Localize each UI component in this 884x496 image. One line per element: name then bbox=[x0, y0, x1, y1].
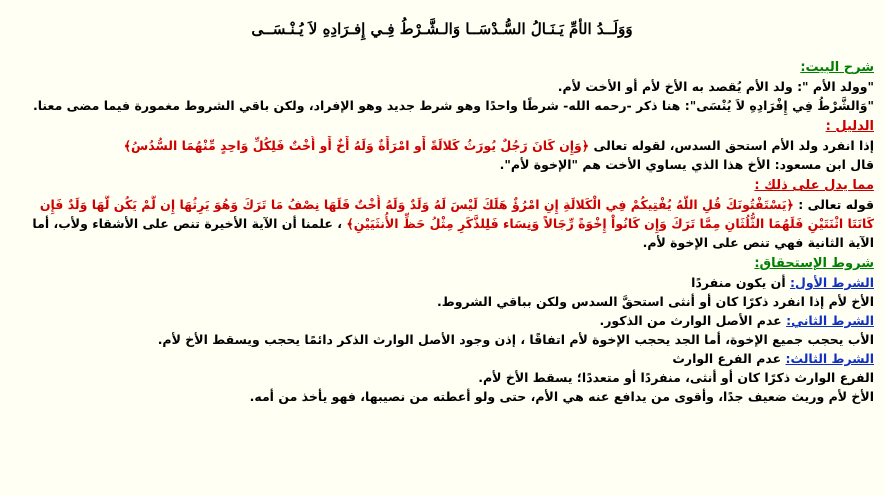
explanation-heading: شرح البيت: bbox=[800, 60, 874, 75]
condition-3-detail-2: الأخ لأم وريث ضعيف جدًا، وأقوى من يدافع عنه هي الأم، حتى ولو أعطته من نصيبها، فهو يأخذ من أمه. bbox=[249, 389, 874, 404]
condition-1-label: الشرط الأول: bbox=[789, 275, 874, 290]
indicates-tail: ، علمنا أن الآية الأخيرة تنص على الأشقاء ولأب، أما الآية الثانية فهي تنص على الإخوة لأم. bbox=[32, 216, 874, 250]
condition-3-detail-1: الفرع الوارث ذكرًا كان أو أنثى، منفردًا أو متعددًا؛ يسقط الأخ لأم. bbox=[478, 370, 874, 385]
indicates-heading: مما يدل على ذلك : bbox=[754, 178, 874, 193]
explanation-line-2: "وَالشَّرْطُ فِي إِفْرَادِهِ لاَ يُنْسَى": هنا ذكر -رحمه الله- شرطًا واحدًا وهو شرط جديد وهو الإفراد، ولكن باقي الشروط مغمورة فيما مضى معنا. bbox=[32, 98, 874, 113]
poem-verse: وَوَلَــدُ الأمِّ يَـنَـالُ السُّـدْسَــا وَالـشَّـرْطُ فِـي إِفـرَادِهِ لاَ يُـنْـسَــى bbox=[251, 20, 633, 38]
condition-1-detail: الأخ لأم إذا انفرد ذكرًا كان أو أنثى استحقَّ السدس ولكن بباقي الشروط. bbox=[437, 294, 874, 309]
condition-2 bbox=[10, 311, 874, 330]
condition-2-detail: الأب يحجب جميع الإخوة، أما الجد يحجب الإخوة لأم اتفاقًا ، إذن وجود الأصل الوارث الذكر دائمًا يحجب ويسقط الأخ لأم. bbox=[157, 332, 874, 347]
indicates-intro: قوله تعالى : bbox=[798, 197, 874, 212]
condition-1-text: أن يكون منفردًا bbox=[691, 275, 786, 290]
condition-1 bbox=[10, 273, 874, 292]
condition-3 bbox=[10, 349, 874, 368]
evidence-line-2: قال ابن مسعود: الأخ هذا الذي يساوي الأخت هم "الإخوة لأم". bbox=[499, 157, 874, 172]
indicates-paragraph bbox=[10, 195, 874, 252]
conditions-heading: شروط الإستحقاق: bbox=[754, 256, 874, 271]
evidence-line-1 bbox=[10, 136, 874, 155]
condition-2-label: الشرط الثاني: bbox=[786, 313, 874, 328]
condition-2-text: عدم الأصل الوارث من الذكور. bbox=[599, 313, 782, 328]
condition-3-label: الشرط الثالث: bbox=[785, 351, 874, 366]
evidence-intro: إذا انفرد ولد الأم استحق السدس، لقوله تعالى bbox=[593, 138, 874, 153]
explanation-line-1: "وولد الأم ": ولد الأم يُقصد به الأخ لأم أو الأخت لأم. bbox=[557, 79, 874, 94]
indicates-quran-verse: ﴿يَسْتَفْتُونَكَ قُلِ اللَّهُ يُفْتِيكُمْ فِي الْكَلالَةِ إِنِ امْرُؤٌ هَلَكَ لَيْسَ لَهُ وَلَدٌ وَلَهُ أُخْتٌ فَلَهَا نِصْفُ مَا تَرَكَ وَهُوَ يَرِثُهَا إِن لَّمْ يَكُن لَّهَا وَلَدٌ فَإِن كَانَتَا اثْنَتَيْنِ فَلَهُمَا الثُّلُثَانِ مِمَّا تَرَكَ وَإِن كَانُواْ إِخْوَةً رِّجَالاً وَنِسَاء فَلِلذَّكَرِ مِثْلُ حَظِّ الأُنثَيَيْنِ﴾ bbox=[39, 197, 874, 231]
condition-3-text: عدم الفرع الوارث bbox=[672, 351, 782, 366]
evidence-heading: الدليل : bbox=[825, 119, 874, 134]
evidence-quran-verse: ﴿وَإِن كَانَ رَجُلٌ يُورَثُ كَلالَةً أَو امْرَأَةٌ وَلَهُ أَخٌ أَو أُخْتٌ فَلِكُلِّ وَاحِدٍ مِّنْهُمَا السُّدُسُ﴾ bbox=[123, 138, 590, 153]
